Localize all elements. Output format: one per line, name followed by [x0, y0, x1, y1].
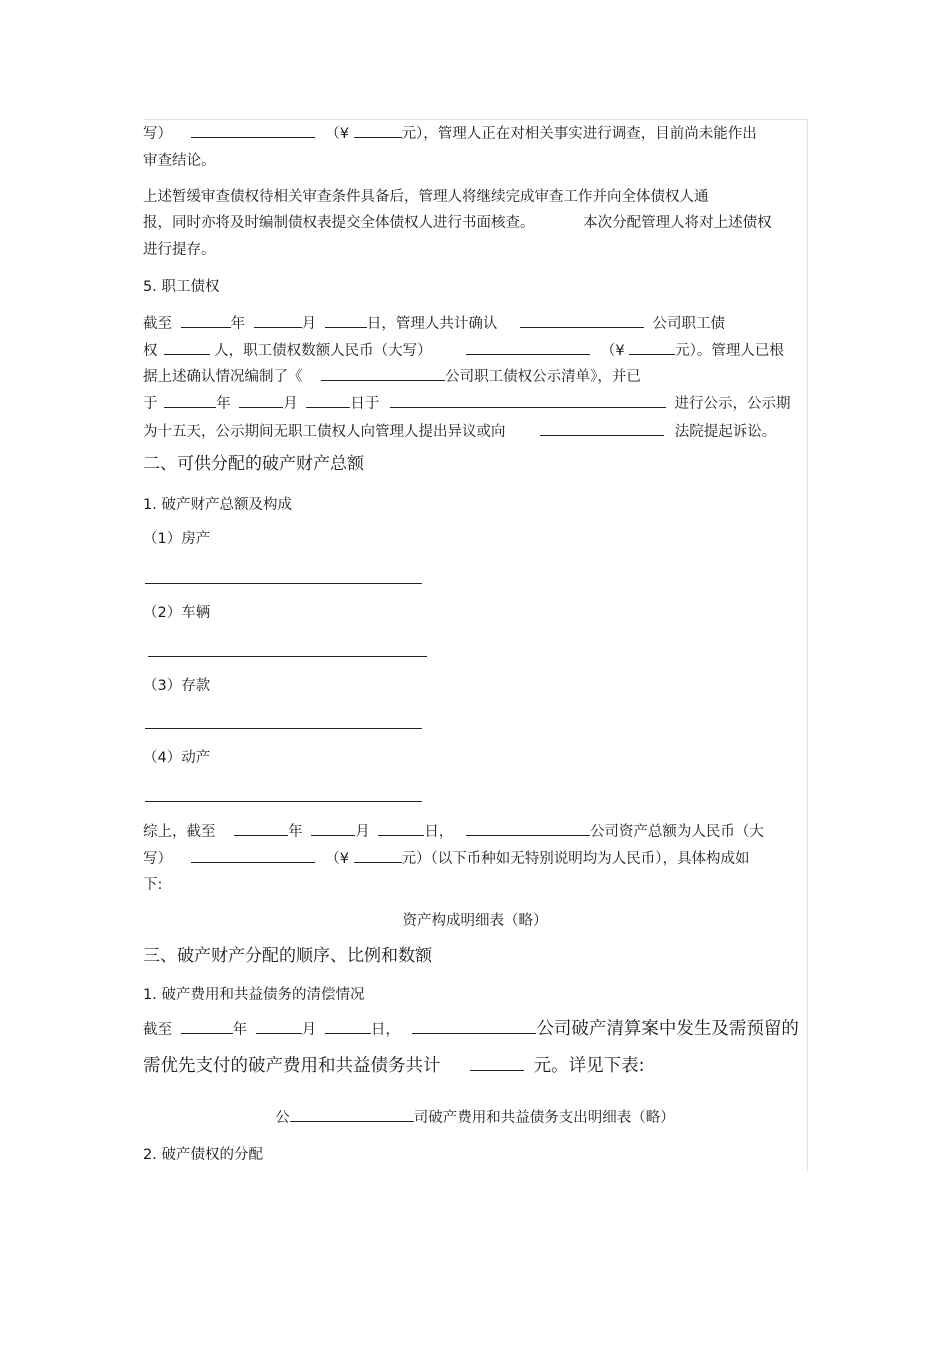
blank-field[interactable]	[466, 340, 590, 355]
text: 月	[301, 1022, 317, 1038]
chapter-heading: 三、破产财产分配的顺序、比例和数额	[143, 946, 432, 966]
text-line	[143, 366, 641, 387]
blank-field[interactable]	[390, 393, 666, 408]
text: 公司职工债	[652, 316, 726, 332]
blank-line-movable[interactable]	[145, 801, 422, 802]
text: 日，	[370, 1022, 400, 1038]
text: 需优先支付的破产费用和共益债务共计	[143, 1056, 441, 1076]
text: 法院提起诉讼。	[674, 424, 777, 440]
chapter-heading: 二、可供分配的破产财产总额	[143, 454, 364, 474]
text: 公	[275, 1110, 290, 1126]
text-line	[143, 340, 784, 361]
text: 年	[216, 396, 231, 412]
blank-field[interactable]	[164, 393, 216, 408]
text-line	[143, 1056, 645, 1076]
blank-field[interactable]	[321, 366, 445, 381]
text-line	[143, 848, 750, 869]
text: （¥	[325, 126, 349, 142]
section-heading: 5. 职工债权	[143, 279, 220, 295]
blank-field[interactable]	[181, 313, 231, 328]
blank-field[interactable]	[181, 1019, 233, 1034]
item-vehicle-label: （2）车辆	[143, 605, 211, 621]
blank-field[interactable]	[256, 1019, 302, 1034]
blank-field[interactable]	[325, 1019, 371, 1034]
text: 日，管理人共计确认	[366, 316, 498, 332]
text-line: 下:	[143, 877, 163, 893]
paragraph-pending-claims	[143, 123, 757, 144]
blank-line-house[interactable]	[145, 583, 422, 584]
item-house-label: （1）房产	[143, 531, 211, 547]
blank-field[interactable]	[378, 821, 424, 836]
text: 截至	[143, 1022, 172, 1038]
blank-field[interactable]	[311, 821, 355, 836]
text: 日，	[424, 824, 454, 840]
text: 公司资产总额为人民币（大	[589, 824, 764, 840]
text: 报，同时亦将及时编制债权表提交全体债权人进行书面核查。	[143, 215, 535, 231]
text: 本次分配管理人将对上述债权	[583, 215, 772, 231]
text: 元）（以下币种如无特别说明均为人民币），具体构成如	[401, 851, 750, 867]
blank-field[interactable]	[191, 848, 315, 863]
blank-field[interactable]	[629, 340, 675, 355]
text-line	[143, 213, 772, 233]
blank-field[interactable]	[164, 340, 210, 355]
blank-field[interactable]	[466, 821, 590, 836]
text: 司破产费用和共益债务支出明细表（略）	[413, 1110, 675, 1126]
item-movable-label: （4）动产	[143, 750, 211, 766]
blank-field[interactable]	[520, 313, 644, 328]
text-line: 审查结论。	[143, 153, 216, 169]
text: 写）	[143, 851, 172, 867]
text: 月	[301, 316, 317, 332]
table-caption: 资产构成明细表（略）	[402, 913, 548, 929]
item-deposit-label: （3）存款	[143, 678, 211, 694]
text: 公司职工债权公示清单》，并已	[445, 369, 641, 385]
blank-field[interactable]	[354, 848, 402, 863]
section-heading: 1. 破产财产总额及构成	[143, 497, 292, 513]
text: 人，职工债权数额人民币（大写）	[214, 343, 432, 359]
text: 综上，截至	[143, 824, 216, 840]
text: 写）	[143, 126, 172, 142]
text: 年	[232, 1022, 248, 1038]
page-frame	[143, 119, 808, 1172]
table-caption	[143, 1107, 807, 1128]
text: 于	[143, 396, 158, 412]
blank-field[interactable]	[239, 393, 283, 408]
text: 月	[283, 396, 298, 412]
text-line	[143, 393, 791, 414]
blank-field[interactable]	[354, 123, 402, 138]
text: 元）。管理人已根	[675, 343, 784, 359]
text: 权	[143, 343, 158, 359]
text: 年	[288, 824, 303, 840]
text-line	[143, 313, 725, 334]
text: 元），管理人正在对相关事实进行调查，目前尚未能作出	[401, 126, 757, 142]
blank-field[interactable]	[254, 313, 302, 328]
text: 为十五天，公示期间无职工债权人向管理人提出异议或向	[143, 424, 506, 440]
text: 公司破产清算案中发生及需预留的	[536, 1019, 799, 1039]
blank-line-vehicle[interactable]	[148, 656, 427, 657]
text: （¥	[600, 343, 625, 359]
blank-field[interactable]	[470, 1056, 524, 1071]
blank-field[interactable]	[290, 1107, 414, 1122]
blank-field[interactable]	[325, 313, 367, 328]
text: 据上述确认情况编制了《	[143, 369, 303, 385]
text: 进行公示，公示期	[674, 396, 791, 412]
section-heading: 1. 破产费用和共益债务的清偿情况	[143, 987, 365, 1003]
text-line: 进行提存。	[143, 242, 216, 258]
blank-line-deposit[interactable]	[145, 728, 422, 729]
text: 日于	[350, 396, 380, 412]
blank-field[interactable]	[306, 393, 350, 408]
text: （¥	[325, 851, 349, 867]
blank-field[interactable]	[234, 821, 288, 836]
text: 年	[230, 316, 246, 332]
text: 月	[355, 824, 370, 840]
text-line	[143, 1019, 799, 1040]
text: 截至	[143, 316, 172, 332]
text-line	[143, 821, 764, 842]
text-line	[143, 421, 776, 442]
blank-field[interactable]	[191, 123, 315, 138]
blank-field[interactable]	[540, 421, 664, 436]
section-heading: 2. 破产债权的分配	[143, 1147, 263, 1163]
text: 元。详见下表:	[533, 1056, 645, 1076]
blank-field[interactable]	[412, 1019, 536, 1034]
text-line: 上述暂缓审查债权待相关审查条件具备后，管理人将继续完成审查工作并向全体债权人通	[143, 189, 709, 205]
